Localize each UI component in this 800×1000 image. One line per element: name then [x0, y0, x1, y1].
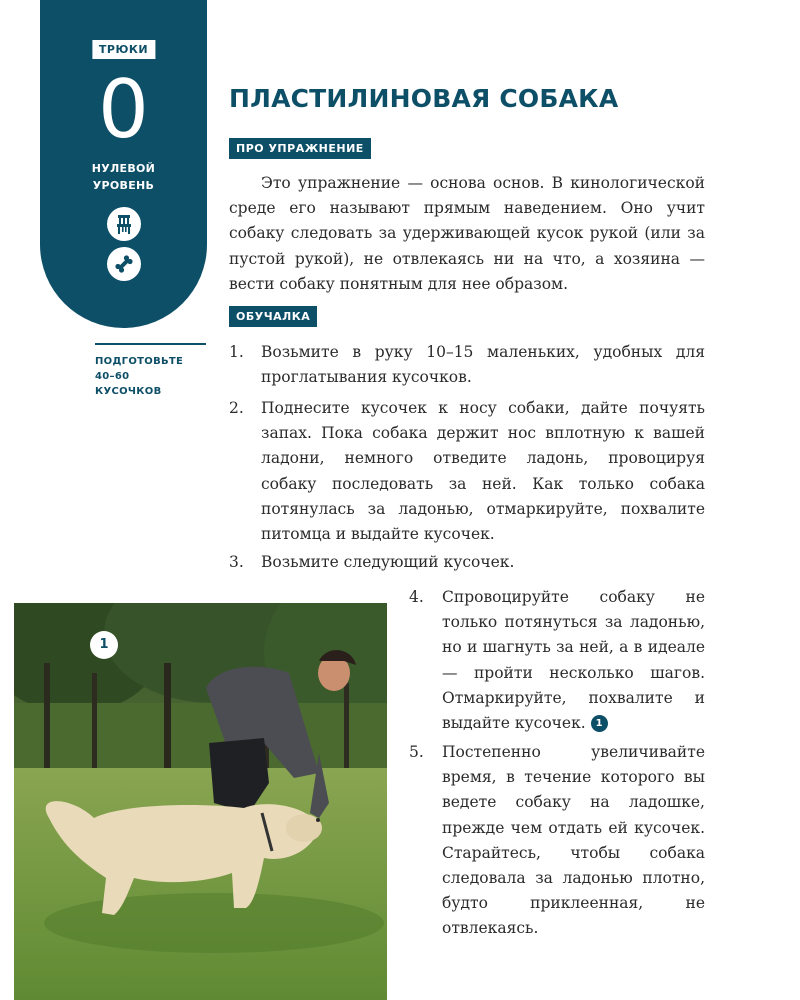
prep-note	[95, 343, 206, 399]
prep-line-2: 40–60	[95, 371, 130, 382]
photo-number-badge: 1	[90, 631, 118, 659]
training-heading: ОБУЧАЛКА	[229, 306, 317, 327]
step-text: Возьмите в руку 10–15 маленьких, удобных для проглатывания кусочков.	[261, 343, 705, 387]
step-number: 5.	[409, 743, 424, 761]
step-1	[229, 340, 705, 390]
level-caption	[40, 160, 207, 194]
about-heading: ПРО УПРАЖНЕНИЕ	[229, 138, 371, 159]
chair-icon	[107, 207, 141, 241]
level-line-1: НУЛЕВОЙ	[91, 162, 156, 175]
level-line-2: УРОВЕНЬ	[92, 179, 155, 192]
training-photo	[14, 603, 387, 1000]
bone-icon	[107, 247, 141, 281]
prep-line-1: ПОДГОТОВЬТЕ	[95, 356, 184, 367]
step-5	[409, 740, 705, 942]
level-number: 0	[98, 63, 149, 156]
step-text: Постепенно увеличивайте время, в течение которого вы ведете собаку на ладошке, прежде чем отдать ей кусочек. Старайтесь, чтобы собака следовала за ладонью плотно, будто приклеенная, не отвлекаясь.	[442, 743, 705, 938]
step-text: Спровоцируйте собаку не только потянуться за ладонью, но и шагнуть за ней, а в идеале — пройти несколько шагов. Отмаркируйте, похвалите и выдайте кусочек.	[442, 588, 705, 733]
chapter-tab	[40, 0, 207, 328]
photo-ref-badge: 1	[591, 715, 608, 732]
step-number: 1.	[229, 343, 244, 361]
step-2	[229, 396, 705, 547]
step-number: 3.	[229, 553, 244, 571]
step-text: Поднесите кусочек к носу собаки, дайте почуять запах. Пока собака держит нос вплотную к вашей ладони, немного отведите ладонь, провоцируя собаку последовать за ней. Как только собака потянулась за ладонью, отмаркируйте, похвалите питомца и выдайте кусочек.	[261, 399, 705, 544]
step-text: Возьмите следующий кусочек.	[261, 553, 515, 571]
step-3	[229, 550, 705, 575]
section-label: ТРЮКИ	[92, 40, 155, 59]
step-number: 4.	[409, 588, 424, 606]
step-4	[409, 585, 705, 736]
page-title: ПЛАСТИЛИНОВАЯ СОБАКА	[229, 84, 619, 113]
about-text: Это упражнение — основа основ. В кинологической среде его называют прямым наведением. Оно учит собаку следовать за удерживающей кусок рукой (или за пустой рукой), не отвлекаясь ни на что, а хозяина — вести собаку понятным для нее образом.	[229, 174, 705, 293]
step-number: 2.	[229, 399, 244, 417]
prep-line-3: КУСОЧКОВ	[95, 386, 162, 397]
